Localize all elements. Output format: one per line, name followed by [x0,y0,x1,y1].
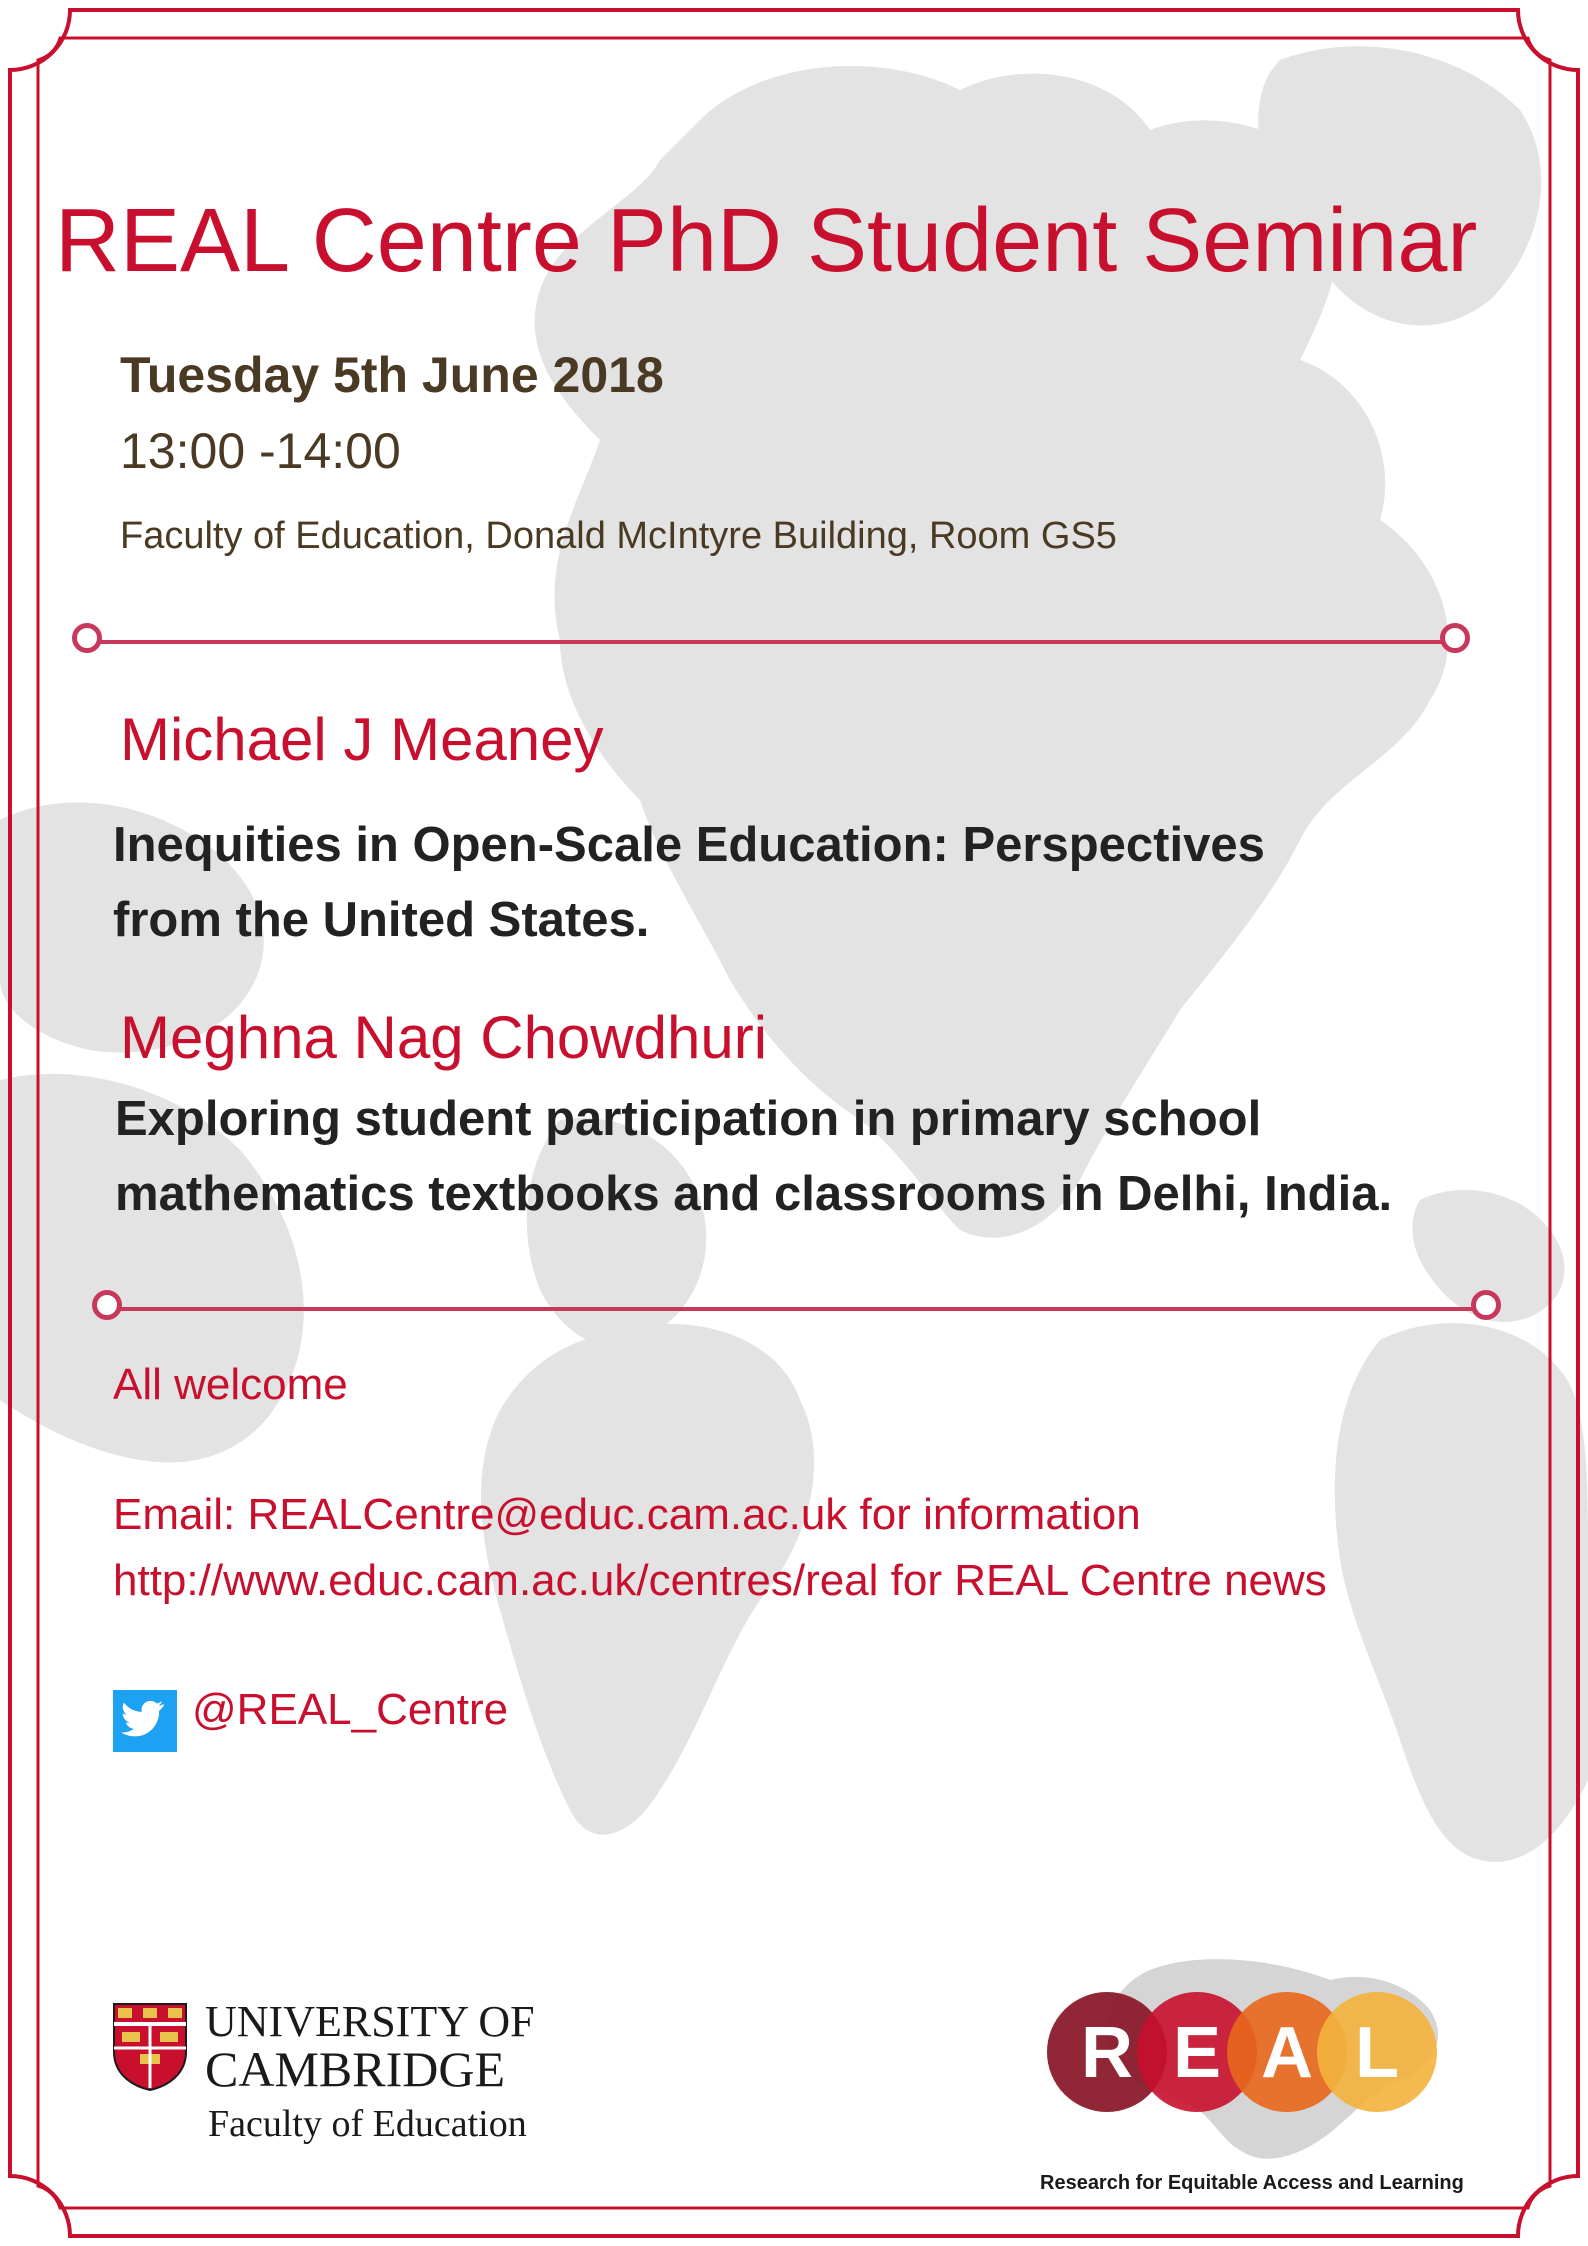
website-link[interactable]: http://www.educ.cam.ac.uk/centres/real for REAL Centre news [113,1556,1327,1605]
university-name-line: UNIVERSITY OF [205,1997,535,2046]
divider-circle-icon [1471,1290,1501,1320]
real-tagline: Research for Equitable Access and Learning [1040,2172,1464,2194]
speaker-name: Meghna Nag Chowdhuri [120,1004,768,1071]
twitter-bird-icon[interactable] [113,1690,177,1752]
talk-title-line: from the United States. [113,893,650,947]
divider-circle-icon [1440,623,1470,653]
university-name-line: CAMBRIDGE [205,2041,506,2097]
divider-circle-icon [72,623,102,653]
divider-line [120,1307,1473,1311]
event-venue: Faculty of Education, Donald McIntyre Building, Room GS5 [120,515,1117,557]
real-logo-letter: L [1355,2013,1399,2093]
faculty-name: Faculty of Education [208,2103,527,2145]
welcome-note: All welcome [113,1360,348,1409]
cambridge-crest-icon [112,2002,188,2092]
real-centre-logo [1030,1950,1470,2180]
talk-title-line: Exploring student participation in primary school [115,1092,1262,1146]
page-title: REAL Centre PhD Student Seminar [55,191,1478,291]
speaker-name: Michael J Meaney [120,706,604,773]
section-divider [78,638,1464,646]
divider-circle-icon [92,1290,122,1320]
real-logo-letter: E [1172,2013,1222,2093]
talk-title [115,1082,1555,1232]
talk-title [113,808,1513,958]
real-logo-letter: A [1261,2013,1313,2093]
twitter-handle[interactable]: @REAL_Centre [192,1685,509,1734]
divider-line [100,640,1442,644]
event-date: Tuesday 5th June 2018 [120,347,664,403]
talk-title-line: mathematics textbooks and classrooms in Delhi, India. [115,1167,1393,1221]
event-time: 13:00 -14:00 [120,423,401,479]
email-contact[interactable]: Email: REALCentre@educ.cam.ac.uk for information [113,1490,1141,1539]
talk-title-line: Inequities in Open-Scale Education: Perspectives [113,818,1265,872]
section-divider [98,1305,1495,1313]
real-logo-letter: R [1081,2013,1133,2093]
